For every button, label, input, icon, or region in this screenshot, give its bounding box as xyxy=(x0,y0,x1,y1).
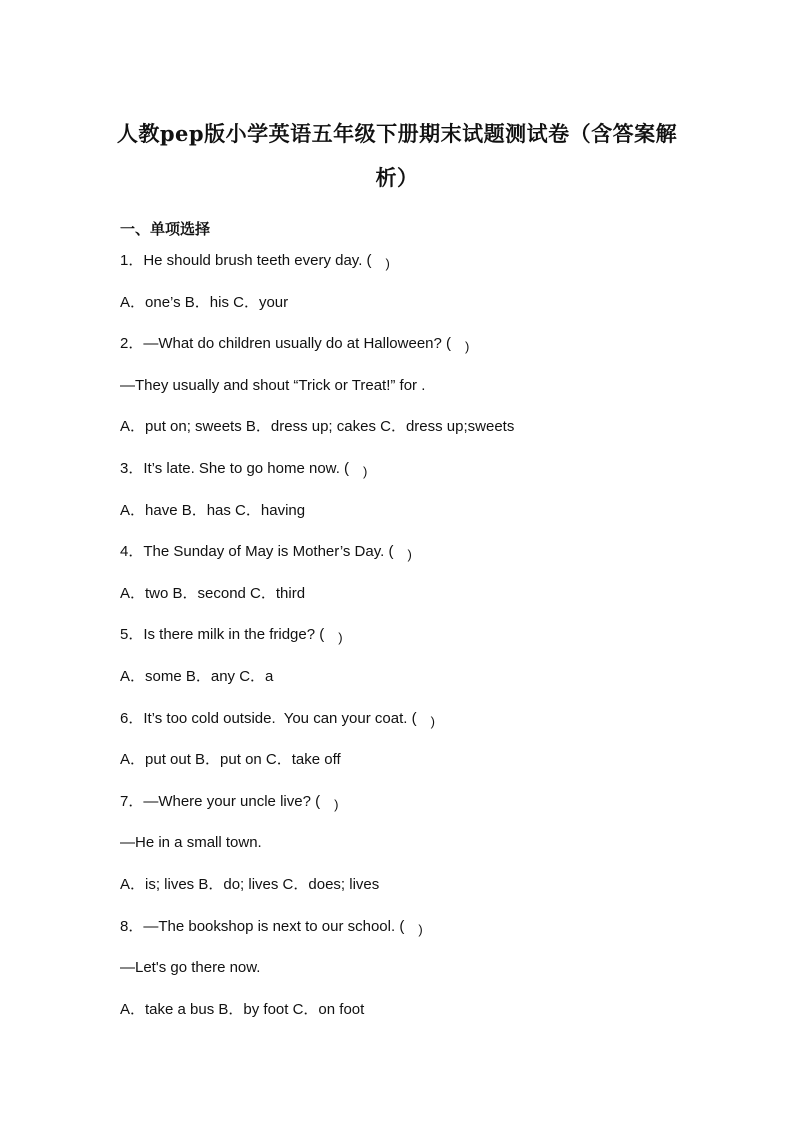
question-5-options xyxy=(120,667,273,687)
question-8-dialogue xyxy=(120,958,260,978)
answer-blank: ) xyxy=(334,797,339,812)
question-3-options xyxy=(120,501,305,521)
dialogue-text: —Let's go there now. xyxy=(120,959,261,976)
answer-blank: ) xyxy=(465,339,470,354)
question-4-options xyxy=(120,584,305,604)
option-text: A．put out B．put on C．take off xyxy=(120,751,341,768)
option-text: A．two B．second C．third xyxy=(120,585,306,602)
question-2-options xyxy=(120,417,514,437)
question-text: 7．—Where your uncle live? ( xyxy=(120,793,321,810)
dialogue-text: —They usually and shout “Trick or Treat!” for . xyxy=(120,377,426,394)
question-8 xyxy=(120,917,423,937)
option-text: A．have B．has C．having xyxy=(120,502,306,519)
question-7-dialogue xyxy=(120,833,262,853)
question-3 xyxy=(120,459,367,479)
answer-blank: ) xyxy=(385,256,390,271)
question-text: 4．The Sunday of May is Mother’s Day. ( xyxy=(120,543,394,560)
question-7 xyxy=(120,792,338,812)
answer-blank: ) xyxy=(430,714,435,729)
document-title: 人教pep版小学英语五年级下册期末试题测试卷（含答案解析） xyxy=(116,121,678,190)
question-text: 1．He should brush teeth every day. ( xyxy=(120,252,372,269)
question-text: 3．It’s late. She to go home now. ( xyxy=(120,460,350,477)
question-8-options xyxy=(120,1000,364,1020)
option-text: A．is; lives B．do; lives C．does; lives xyxy=(120,876,380,893)
question-7-options xyxy=(120,875,379,895)
answer-blank: ) xyxy=(363,464,368,479)
section-heading: 一、单项选择 xyxy=(120,220,211,238)
question-text: 6．It’s too cold outside. You can your coat. ( xyxy=(120,710,417,727)
question-1-options xyxy=(120,293,288,313)
question-2 xyxy=(120,334,469,354)
option-text: A．take a bus B．by foot C．on foot xyxy=(120,1001,365,1018)
answer-blank: ) xyxy=(338,630,343,645)
question-6 xyxy=(120,709,435,729)
answer-blank: ) xyxy=(407,547,412,562)
answer-blank: ) xyxy=(418,922,423,937)
question-text: 2．—What do children usually do at Halloween? ( xyxy=(120,335,452,352)
question-5 xyxy=(120,625,343,645)
dialogue-text: —He in a small town. xyxy=(120,834,262,851)
option-text: A．put on; sweets B．dress up; cakes C．dress up;sweets xyxy=(120,418,515,435)
question-2-dialogue xyxy=(120,376,425,396)
option-text: A．one’s B．his C．your xyxy=(120,294,289,311)
question-1 xyxy=(120,251,390,271)
question-text: 8．—The bookshop is next to our school. ( xyxy=(120,918,405,935)
question-6-options xyxy=(120,750,341,770)
question-4 xyxy=(120,542,412,562)
option-text: A．some B．any C．a xyxy=(120,668,274,685)
question-text: 5．Is there milk in the fridge? ( xyxy=(120,626,325,643)
